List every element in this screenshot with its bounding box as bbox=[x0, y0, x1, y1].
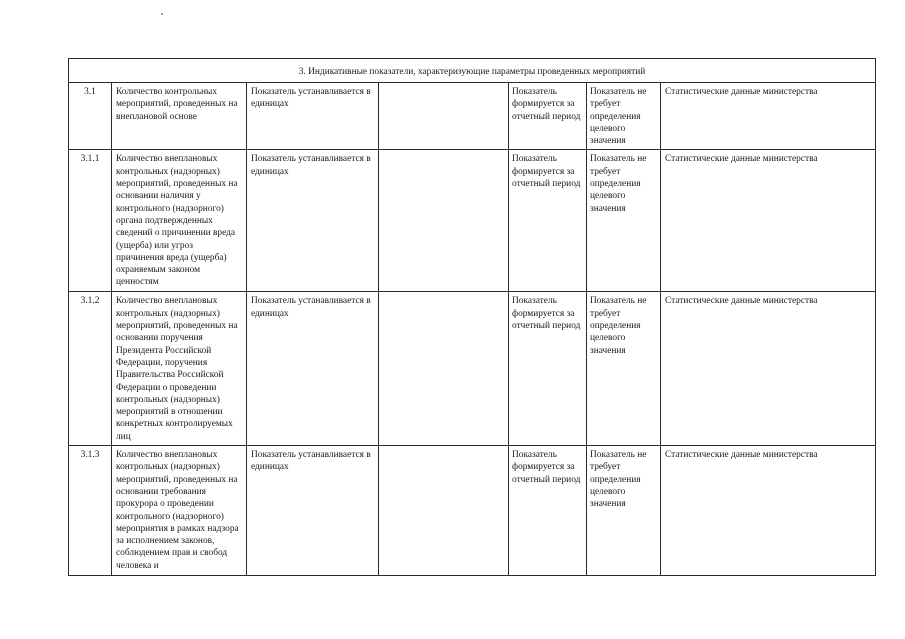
table-row bbox=[69, 150, 876, 292]
indicator-target: Показатель не требует определения целевого значения bbox=[587, 446, 661, 576]
indicator-formula bbox=[379, 292, 509, 446]
indicator-unit: Показатель устанавливается в единицах bbox=[247, 83, 379, 150]
indicator-source: Статистические данные министерства bbox=[661, 446, 876, 576]
indicator-unit: Показатель устанавливается в единицах bbox=[247, 446, 379, 576]
indicator-number: 3.1.1 bbox=[69, 150, 112, 292]
indicator-target: Показатель не требует определения целевого значения bbox=[587, 292, 661, 446]
indicator-target: Показатель не требует определения целевого значения bbox=[587, 150, 661, 292]
indicator-period: Показатель формируется за отчетный период bbox=[509, 446, 587, 576]
table-row bbox=[69, 292, 876, 446]
indicator-name: Количество контрольных мероприятий, проведенных на внеплановой основе bbox=[112, 83, 247, 150]
indicator-formula bbox=[379, 446, 509, 576]
table-row bbox=[69, 446, 876, 576]
indicator-period: Показатель формируется за отчетный период bbox=[509, 292, 587, 446]
section-title: 3. Индикативные показатели, характеризующие параметры проведенных мероприятий bbox=[69, 59, 876, 83]
indicator-source: Статистические данные министерства bbox=[661, 83, 876, 150]
indicator-source: Статистические данные министерства bbox=[661, 150, 876, 292]
table-row bbox=[69, 83, 876, 150]
indicator-unit: Показатель устанавливается в единицах bbox=[247, 150, 379, 292]
indicator-target: Показатель не требует определения целевого значения bbox=[587, 83, 661, 150]
indicator-period: Показатель формируется за отчетный период bbox=[509, 83, 587, 150]
scan-speck bbox=[161, 13, 163, 15]
indicator-number: 3.1.2 bbox=[69, 292, 112, 446]
indicators-table bbox=[68, 58, 876, 576]
indicator-name: Количество внеплановых контрольных (надзорных) мероприятий, проведенных на основании требования прокурора о проведении контрольного (надзорного) мероприятия в рамках надзора за исполнением законов, соблюдением прав и свобод человека и bbox=[112, 446, 247, 576]
section-header-row bbox=[69, 59, 876, 83]
indicator-period: Показатель формируется за отчетный период bbox=[509, 150, 587, 292]
indicator-formula bbox=[379, 150, 509, 292]
indicator-name: Количество внеплановых контрольных (надзорных) мероприятий, проведенных на основании поручения Президента Российской Федерации, поручения Правительства Российской Федерации о проведении контрольных (надзорных) мероприятий в отношении конкретных контролируемых лиц bbox=[112, 292, 247, 446]
indicator-number: 3.1.3 bbox=[69, 446, 112, 576]
indicator-name: Количество внеплановых контрольных (надзорных) мероприятий, проведенных на основании наличия у контрольного (надзорного) органа подтвержденных сведений о причинении вреда (ущерба) или угроз причинения вреда (ущерба) охраняемым законом ценностям bbox=[112, 150, 247, 292]
indicator-source: Статистические данные министерства bbox=[661, 292, 876, 446]
indicator-formula bbox=[379, 83, 509, 150]
indicator-number: 3.1 bbox=[69, 83, 112, 150]
indicator-unit: Показатель устанавливается в единицах bbox=[247, 292, 379, 446]
